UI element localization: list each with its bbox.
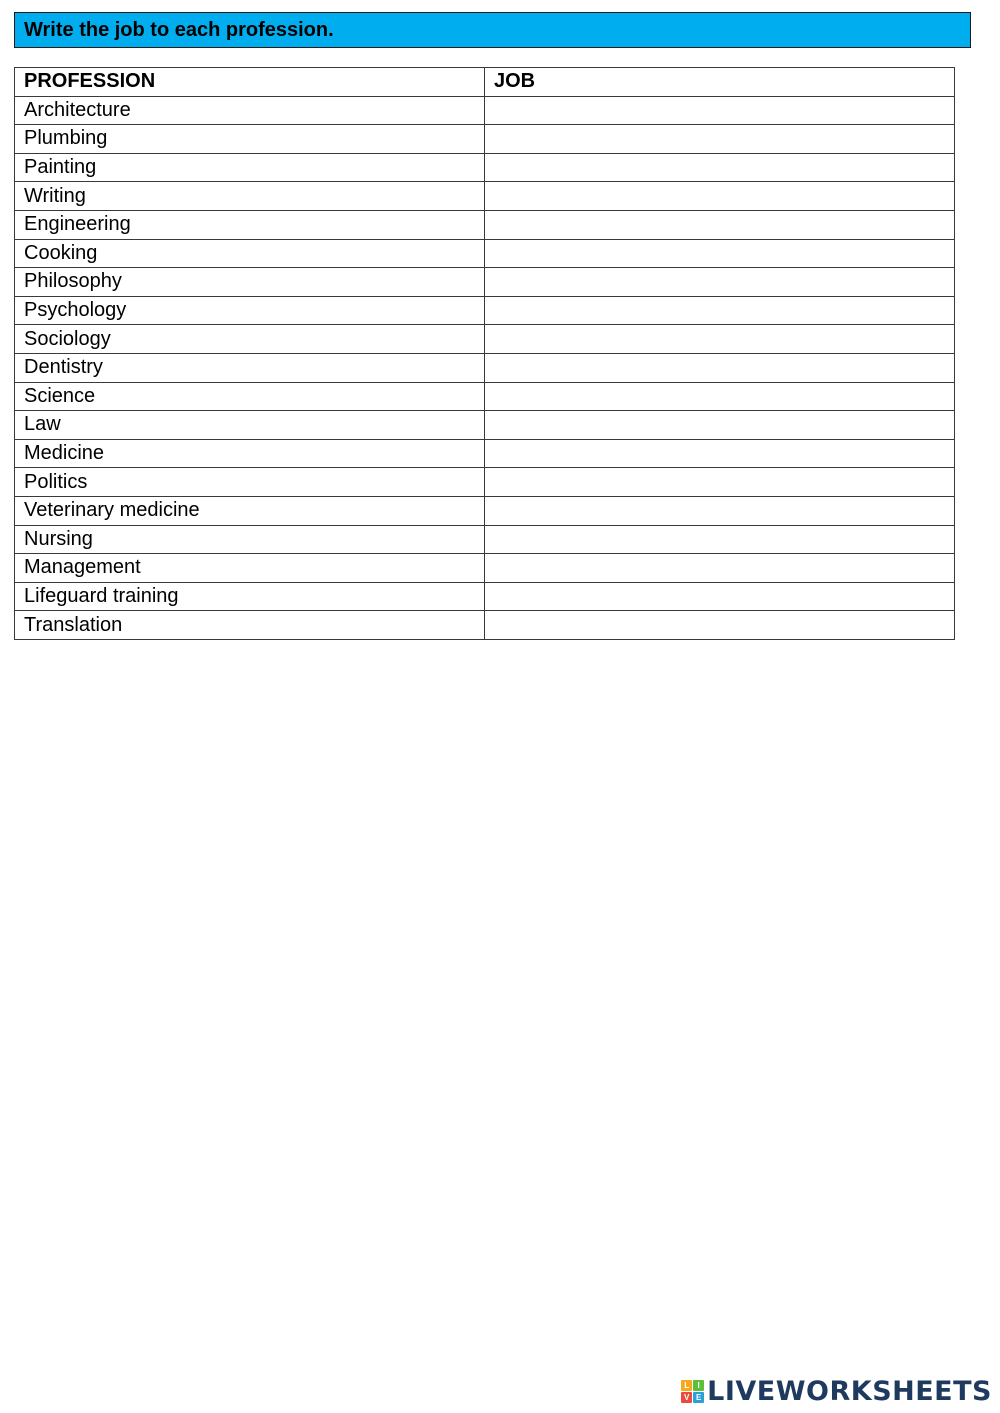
profession-cell: Nursing xyxy=(15,525,485,554)
logo-text: LIVEWORKSHEETS xyxy=(707,1376,992,1407)
table-row xyxy=(15,411,955,440)
job-answer-field[interactable] xyxy=(485,411,955,440)
liveworksheets-logo xyxy=(681,1376,992,1407)
profession-cell: Plumbing xyxy=(15,125,485,154)
job-answer-field[interactable] xyxy=(485,96,955,125)
job-answer-field[interactable] xyxy=(485,153,955,182)
profession-cell: Management xyxy=(15,554,485,583)
job-answer-field[interactable] xyxy=(485,125,955,154)
table-row xyxy=(15,525,955,554)
job-answer-field[interactable] xyxy=(485,382,955,411)
profession-header: PROFESSION xyxy=(15,68,485,97)
job-answer-field[interactable] xyxy=(485,468,955,497)
job-header: JOB xyxy=(485,68,955,97)
profession-cell: Psychology xyxy=(15,296,485,325)
table-row xyxy=(15,210,955,239)
table-row xyxy=(15,96,955,125)
job-answer-field[interactable] xyxy=(485,554,955,583)
profession-job-table xyxy=(14,67,955,640)
table-row xyxy=(15,496,955,525)
logo-mark-v: V xyxy=(681,1392,692,1403)
table-row xyxy=(15,611,955,640)
table-row xyxy=(15,468,955,497)
profession-cell: Medicine xyxy=(15,439,485,468)
job-answer-field[interactable] xyxy=(485,325,955,354)
table-row xyxy=(15,153,955,182)
job-answer-field[interactable] xyxy=(485,582,955,611)
table-row xyxy=(15,239,955,268)
logo-mark-l: L xyxy=(681,1380,692,1391)
table-row xyxy=(15,125,955,154)
profession-cell: Cooking xyxy=(15,239,485,268)
job-answer-field[interactable] xyxy=(485,210,955,239)
job-answer-field[interactable] xyxy=(485,353,955,382)
table-row xyxy=(15,268,955,297)
profession-cell: Sociology xyxy=(15,325,485,354)
profession-cell: Philosophy xyxy=(15,268,485,297)
profession-cell: Architecture xyxy=(15,96,485,125)
table-row xyxy=(15,182,955,211)
profession-cell: Law xyxy=(15,411,485,440)
profession-cell: Science xyxy=(15,382,485,411)
profession-cell: Painting xyxy=(15,153,485,182)
job-answer-field[interactable] xyxy=(485,182,955,211)
job-answer-field[interactable] xyxy=(485,439,955,468)
liveworksheets-logo-icon xyxy=(681,1380,704,1403)
profession-cell: Veterinary medicine xyxy=(15,496,485,525)
table-row xyxy=(15,582,955,611)
profession-cell: Dentistry xyxy=(15,353,485,382)
job-answer-field[interactable] xyxy=(485,239,955,268)
table-row xyxy=(15,296,955,325)
table-row xyxy=(15,382,955,411)
job-answer-field[interactable] xyxy=(485,268,955,297)
table-row xyxy=(15,353,955,382)
logo-mark-e: E xyxy=(693,1392,704,1403)
profession-cell: Writing xyxy=(15,182,485,211)
table-header-row xyxy=(15,68,955,97)
profession-cell: Lifeguard training xyxy=(15,582,485,611)
table-row xyxy=(15,554,955,583)
table-row xyxy=(15,325,955,354)
job-answer-field[interactable] xyxy=(485,496,955,525)
job-answer-field[interactable] xyxy=(485,611,955,640)
logo-mark-i: I xyxy=(693,1380,704,1391)
table-row xyxy=(15,439,955,468)
profession-cell: Politics xyxy=(15,468,485,497)
profession-cell: Translation xyxy=(15,611,485,640)
job-answer-field[interactable] xyxy=(485,296,955,325)
profession-cell: Engineering xyxy=(15,210,485,239)
instruction-text: Write the job to each profession. xyxy=(24,18,334,41)
job-answer-field[interactable] xyxy=(485,525,955,554)
instruction-banner xyxy=(14,12,971,48)
